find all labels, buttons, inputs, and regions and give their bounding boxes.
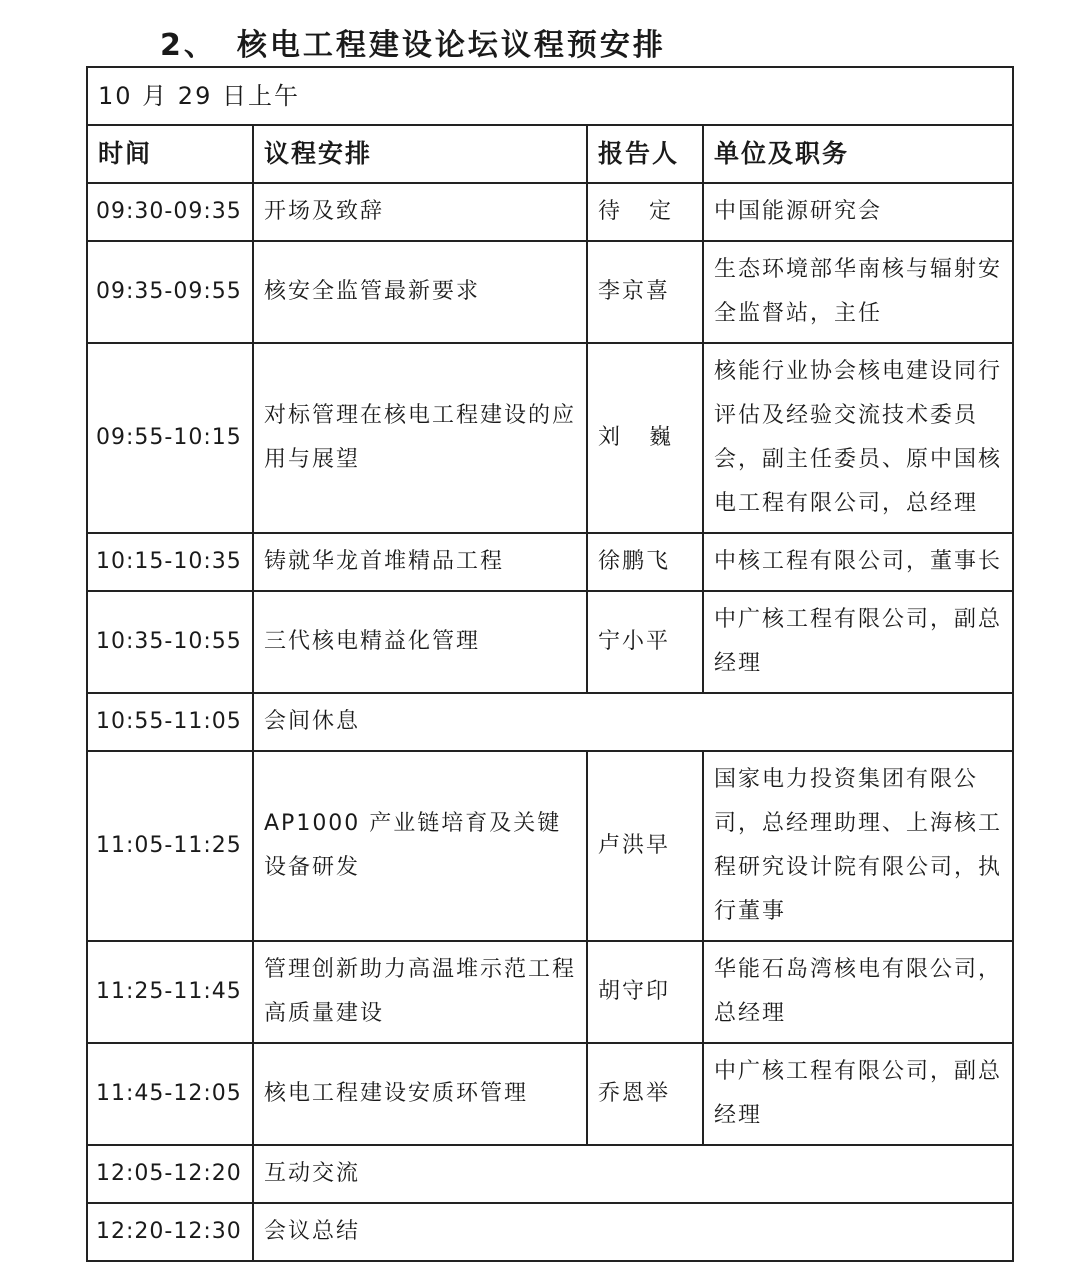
speaker-cell: 宁小平 [587, 591, 703, 693]
table-row [87, 343, 1013, 533]
agenda-cell: 会议总结 [253, 1203, 1013, 1261]
speaker-name: 待 定 [598, 199, 673, 224]
time-cell: 09:55-10:15 [87, 343, 253, 533]
org-cell: 华能石岛湾核电有限公司，总经理 [703, 941, 1013, 1043]
time-cell: 10:35-10:55 [87, 591, 253, 693]
speaker-cell [587, 343, 703, 533]
table-row [87, 1145, 1013, 1203]
time-cell: 09:35-09:55 [87, 241, 253, 343]
agenda-cell: 会间休息 [253, 693, 1013, 751]
table-row [87, 941, 1013, 1043]
section-title: 核电工程建设论坛议程预安排 [236, 28, 666, 63]
time-cell: 12:20-12:30 [87, 1203, 253, 1261]
org-cell: 中核工程有限公司，董事长 [703, 533, 1013, 591]
agenda-cell: 管理创新助力高温堆示范工程高质量建设 [253, 941, 587, 1043]
org-cell: 中广核工程有限公司，副总经理 [703, 1043, 1013, 1145]
speaker-name: 刘 巍 [598, 425, 673, 450]
org-cell: 生态环境部华南核与辐射安全监督站，主任 [703, 241, 1013, 343]
table-row [87, 693, 1013, 751]
date-row [87, 67, 1013, 125]
table-row [87, 533, 1013, 591]
speaker-cell: 徐鹏飞 [587, 533, 703, 591]
org-cell: 中广核工程有限公司，副总经理 [703, 591, 1013, 693]
header-agenda: 议程安排 [253, 125, 587, 183]
org-cell: 国家电力投资集团有限公司，总经理助理、上海核工程研究设计院有限公司，执行董事 [703, 751, 1013, 941]
org-cell: 核能行业协会核电建设同行评估及经验交流技术委员会，副主任委员、原中国核电工程有限公司，总经理 [703, 343, 1013, 533]
agenda-table [86, 66, 1014, 1262]
time-cell: 11:25-11:45 [87, 941, 253, 1043]
time-cell: 10:15-10:35 [87, 533, 253, 591]
table-row [87, 1043, 1013, 1145]
speaker-cell: 乔恩举 [587, 1043, 703, 1145]
table-row [87, 183, 1013, 241]
header-row [87, 125, 1013, 183]
agenda-cell: 对标管理在核电工程建设的应用与展望 [253, 343, 587, 533]
org-cell: 中国能源研究会 [703, 183, 1013, 241]
agenda-cell: 核电工程建设安质环管理 [253, 1043, 587, 1145]
time-cell: 12:05-12:20 [87, 1145, 253, 1203]
time-cell: 09:30-09:35 [87, 183, 253, 241]
header-speaker: 报告人 [587, 125, 703, 183]
agenda-cell: 核安全监管最新要求 [253, 241, 587, 343]
agenda-cell: 三代核电精益化管理 [253, 591, 587, 693]
speaker-cell [587, 183, 703, 241]
header-time: 时间 [87, 125, 253, 183]
section-number: 2、 [160, 28, 217, 63]
speaker-cell: 胡守印 [587, 941, 703, 1043]
time-cell: 11:45-12:05 [87, 1043, 253, 1145]
time-cell: 10:55-11:05 [87, 693, 253, 751]
table-row [87, 1203, 1013, 1261]
header-org: 单位及职务 [703, 125, 1013, 183]
speaker-cell: 李京喜 [587, 241, 703, 343]
table-row [87, 591, 1013, 693]
date-cell: 10 月 29 日上午 [87, 67, 1013, 125]
agenda-cell: 开场及致辞 [253, 183, 587, 241]
speaker-cell: 卢洪早 [587, 751, 703, 941]
table-row [87, 751, 1013, 941]
agenda-cell: AP1000 产业链培育及关键设备研发 [253, 751, 587, 941]
time-cell: 11:05-11:25 [87, 751, 253, 941]
agenda-body [87, 67, 1013, 1261]
agenda-cell: 铸就华龙首堆精品工程 [253, 533, 587, 591]
table-row [87, 241, 1013, 343]
agenda-cell: 互动交流 [253, 1145, 1013, 1203]
page-title [160, 20, 666, 64]
